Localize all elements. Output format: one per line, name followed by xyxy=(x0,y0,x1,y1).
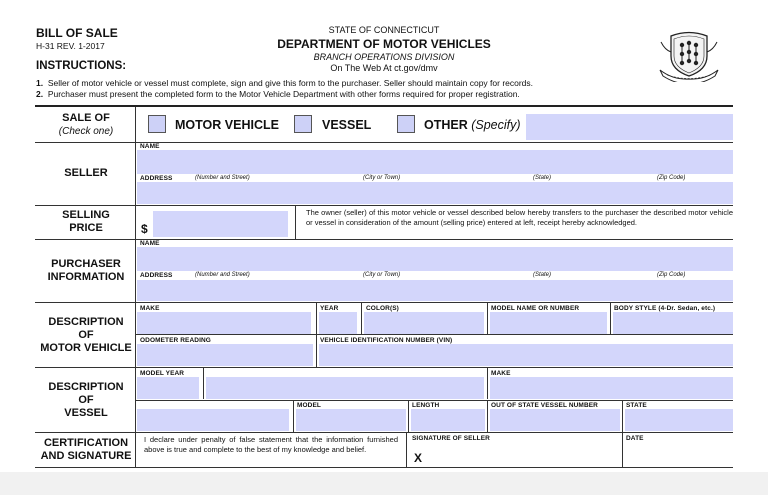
instruction-text: Seller of motor vehicle or vessel must complete, sign and give this form to the purchaser. Seller should maintain copy for records. xyxy=(47,78,534,88)
vessel-model-label: MODEL xyxy=(297,402,321,409)
vessel-divider xyxy=(203,368,204,399)
purchaser-label-line1: PURCHASER xyxy=(51,258,121,270)
vessel-divider xyxy=(487,368,488,399)
form-bottom-rule xyxy=(35,467,733,468)
department-name: DEPARTMENT OF MOTOR VEHICLES xyxy=(277,37,491,51)
sale-of-title: SALE OF xyxy=(62,112,110,124)
vessel-state-label: STATE xyxy=(626,402,647,409)
dollar-sign: $ xyxy=(141,222,148,236)
mv-divider xyxy=(316,303,317,334)
certification-label xyxy=(36,437,136,463)
mv-inner-divider xyxy=(136,334,733,335)
row-divider xyxy=(35,432,733,433)
mv-label-line1: DESCRIPTION xyxy=(48,316,124,328)
transfer-statement: The owner (seller) of this motor vehicle or vessel described below hereby transfers to the purchaser the described motor vehicle or vessel in consideration of the amount (selling price) entered at left, receipt hereby acknowledged. xyxy=(306,208,733,227)
vessel-out-of-state-label: OUT OF STATE VESSEL NUMBER xyxy=(491,402,598,409)
mv-year-label: YEAR xyxy=(320,305,339,312)
mv-make-label: MAKE xyxy=(140,305,160,312)
form-revision: H-31 REV. 1-2017 xyxy=(36,41,105,51)
signature-mark: X xyxy=(414,451,423,465)
purchaser-label-line2: INFORMATION xyxy=(47,271,125,283)
purchaser-name-field[interactable] xyxy=(137,247,733,271)
vessel-divider xyxy=(408,401,409,432)
purchaser-address-label: ADDRESS xyxy=(140,272,173,279)
division-name: BRANCH OPERATIONS DIVISION xyxy=(313,52,455,62)
vessel-checkbox[interactable] xyxy=(294,115,312,133)
mv-label-line3: MOTOR VEHICLE xyxy=(40,342,132,354)
instruction-text: Purchaser must present the completed form to the Motor Vehicle Department with other forms required for proper registration. xyxy=(47,89,520,99)
seller-state-hint: (State) xyxy=(533,175,552,181)
other-option-label xyxy=(424,118,521,132)
certification-label-line2: AND SIGNATURE xyxy=(40,450,132,462)
other-checkbox[interactable] xyxy=(397,115,415,133)
price-divider xyxy=(295,206,296,239)
web-address: On The Web At ct.gov/dmv xyxy=(330,63,438,73)
mv-body-style-field[interactable] xyxy=(613,312,733,334)
purchaser-address-field[interactable] xyxy=(137,280,733,301)
state-name: STATE OF CONNECTICUT xyxy=(328,25,440,35)
mv-vin-label: VEHICLE IDENTIFICATION NUMBER (VIN) xyxy=(320,337,453,344)
instructions-title: INSTRUCTIONS: xyxy=(36,60,127,72)
vessel-label-line1: DESCRIPTION xyxy=(48,381,124,393)
row-divider xyxy=(35,205,733,206)
seller-city-hint: (City or Town) xyxy=(363,175,401,181)
seller-address-field[interactable] xyxy=(137,182,733,204)
purchaser-name-label: NAME xyxy=(140,240,160,247)
vessel-out-of-state-field[interactable] xyxy=(490,409,620,431)
signature-label: SIGNATURE OF SELLER xyxy=(412,435,490,442)
vessel-color-field[interactable] xyxy=(137,409,289,431)
motor-vehicle-checkbox[interactable] xyxy=(148,115,166,133)
certification-statement: I declare under penalty of false statement that the information furnished above is true and complete to the best of my knowledge and belief. xyxy=(144,435,398,454)
selling-price-field[interactable] xyxy=(153,211,288,237)
instruction-2 xyxy=(36,89,520,99)
other-specify-field[interactable] xyxy=(526,114,733,140)
mv-make-field[interactable] xyxy=(137,312,311,334)
sale-of-label xyxy=(36,112,136,138)
seller-address-label: ADDRESS xyxy=(140,175,173,182)
state-seal xyxy=(657,30,721,82)
instruction-number: 1. xyxy=(36,78,44,88)
seller-street-hint: (Number and Street) xyxy=(195,175,250,181)
purchaser-street-hint: (Number and Street) xyxy=(195,272,250,278)
vessel-divider xyxy=(622,401,623,432)
purchaser-state-hint: (State) xyxy=(533,272,552,278)
date-field[interactable] xyxy=(626,446,731,466)
date-label: DATE xyxy=(626,435,644,442)
vessel-hull-field[interactable] xyxy=(206,377,484,399)
mv-odometer-field[interactable] xyxy=(137,344,313,366)
other-specify-hint: (Specify) xyxy=(471,118,521,132)
purchaser-city-hint: (City or Town) xyxy=(363,272,401,278)
instruction-1 xyxy=(36,78,533,88)
seller-name-field[interactable] xyxy=(137,150,733,174)
selling-price-label xyxy=(36,209,136,235)
mv-divider xyxy=(316,335,317,367)
vessel-length-label: LENGTH xyxy=(412,402,440,409)
mv-body-style-label: BODY STYLE (4-Dr. Sedan, etc.) xyxy=(614,305,716,312)
purchaser-zip-hint: (Zip Code) xyxy=(657,272,686,278)
seller-name-label: NAME xyxy=(140,143,160,150)
mv-vin-field[interactable] xyxy=(319,344,733,366)
sale-of-sublabel: (Check one) xyxy=(58,126,114,137)
mv-divider xyxy=(610,303,611,334)
vessel-option-label: VESSEL xyxy=(322,118,372,132)
mv-divider xyxy=(361,303,362,334)
vessel-model-year-label: MODEL YEAR xyxy=(140,370,185,377)
vessel-make-field[interactable] xyxy=(490,377,733,399)
mv-colors-label: COLOR(S) xyxy=(366,305,399,312)
form-top-rule xyxy=(35,105,733,107)
vessel-label-line3: VESSEL xyxy=(64,407,108,419)
vessel-inner-divider xyxy=(136,400,733,401)
vessel-state-field[interactable] xyxy=(625,409,733,431)
mv-label-line2: OF xyxy=(78,329,94,341)
mv-model-field[interactable] xyxy=(490,312,607,334)
mv-odometer-label: ODOMETER READING xyxy=(140,337,211,344)
selling-price-label-line2: PRICE xyxy=(69,222,103,234)
certification-label-line1: CERTIFICATION xyxy=(43,437,129,449)
mv-model-label: MODEL NAME OR NUMBER xyxy=(491,305,580,312)
page-footer-strip xyxy=(0,472,768,495)
vessel-section-label xyxy=(36,381,136,420)
form-title: BILL OF SALE xyxy=(36,26,118,40)
vessel-divider xyxy=(293,401,294,432)
row-divider xyxy=(35,367,733,368)
instruction-number: 2. xyxy=(36,89,44,99)
vessel-make-label: MAKE xyxy=(491,370,511,377)
mv-year-field[interactable] xyxy=(319,312,357,334)
motor-vehicle-section-label xyxy=(36,316,136,355)
seller-label: SELLER xyxy=(64,167,108,179)
vessel-divider xyxy=(487,401,488,432)
cert-divider xyxy=(406,433,407,467)
signature-field[interactable] xyxy=(428,446,618,466)
cert-divider xyxy=(622,433,623,467)
vessel-model-year-field[interactable] xyxy=(137,377,199,399)
vessel-model-field[interactable] xyxy=(296,409,406,431)
mv-colors-field[interactable] xyxy=(364,312,484,334)
selling-price-label-line1: SELLING xyxy=(62,209,110,221)
seller-zip-hint: (Zip Code) xyxy=(657,175,686,181)
row-divider xyxy=(35,302,733,303)
motor-vehicle-option-label: MOTOR VEHICLE xyxy=(175,118,279,132)
vessel-length-field[interactable] xyxy=(411,409,485,431)
purchaser-label xyxy=(36,258,136,284)
vessel-label-line2: OF xyxy=(78,394,94,406)
mv-divider xyxy=(487,303,488,334)
other-option-text: OTHER xyxy=(424,118,468,132)
